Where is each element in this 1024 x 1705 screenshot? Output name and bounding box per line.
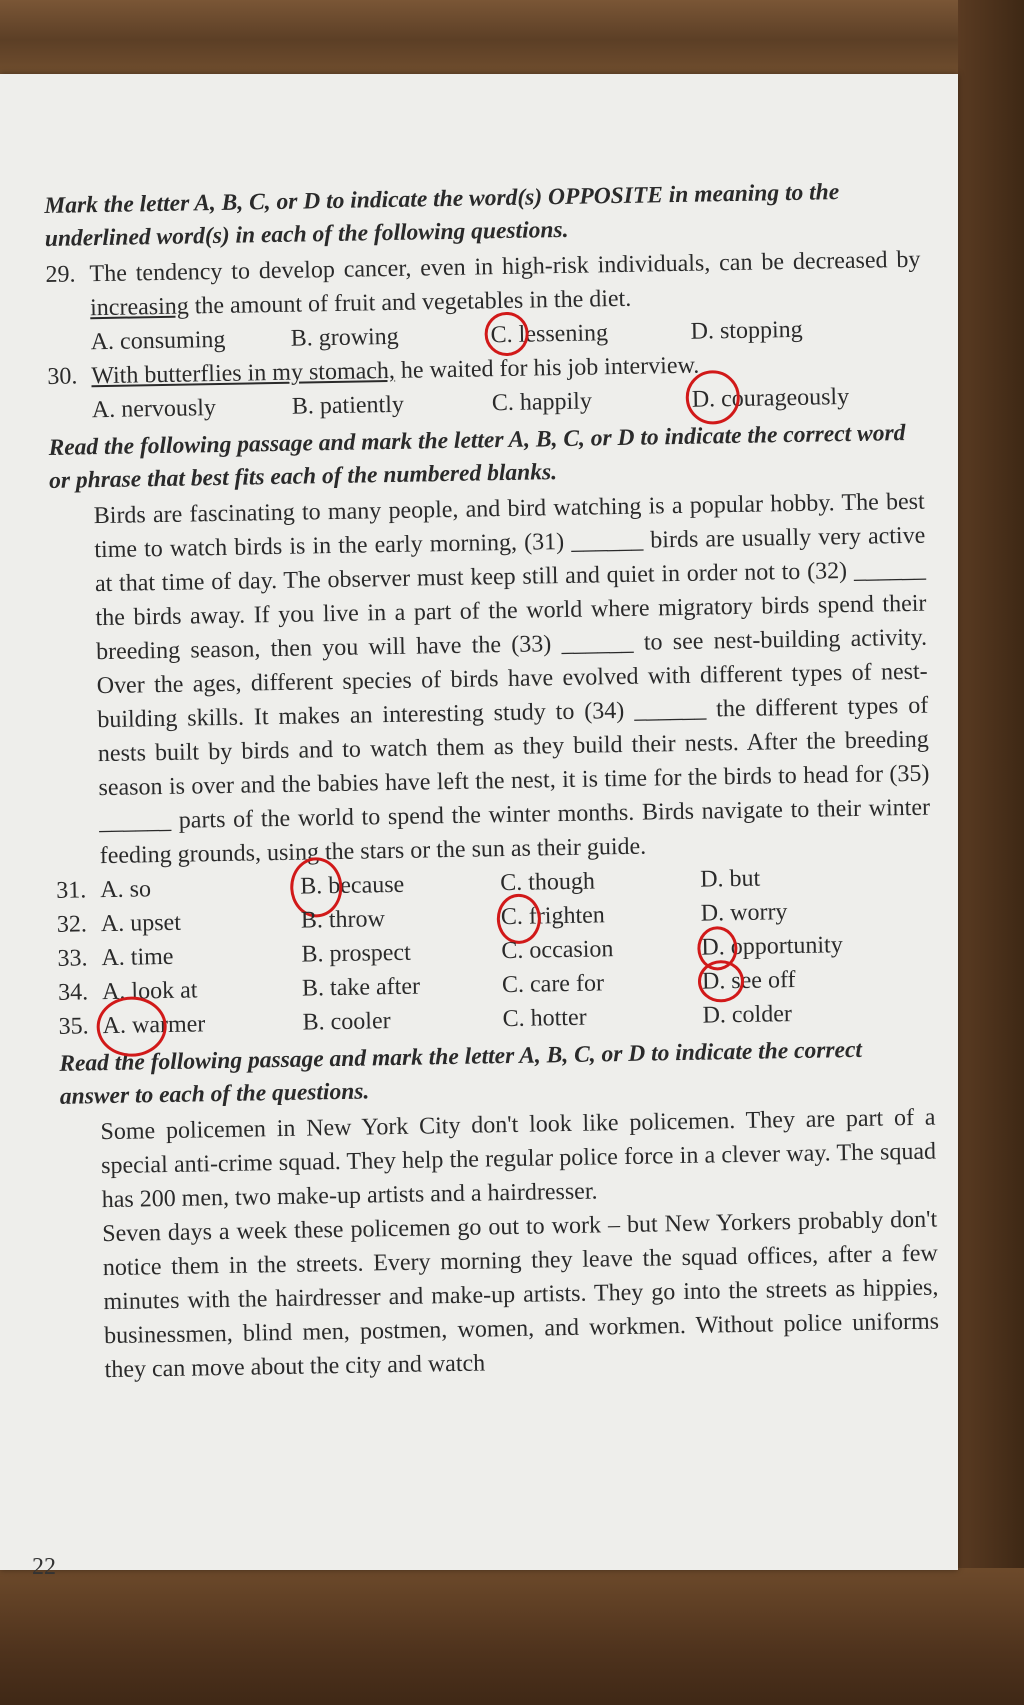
question-number: 32. bbox=[56, 911, 88, 938]
question-number: 35. bbox=[58, 1013, 89, 1040]
option-d[interactable]: D. colder bbox=[702, 1001, 793, 1029]
option-d[interactable]: D. but bbox=[699, 865, 761, 893]
option-c-circled[interactable] bbox=[501, 897, 702, 934]
option-c[interactable]: C. hotter bbox=[502, 1004, 587, 1033]
passage-text: Birds are fascinating to many people, and bird watching is a popular hobby. The best time to watch birds is in the early morning, (31) ______ birds are usually very active at that time of day. The observer must keep still and quiet in order not to (32) ______ the birds away. If you live in a part of the world where migratory birds spend their breeding season, then you will have the (33) ______ to see nest-building activity. Over the ages, different species of birds have evolved with different types of nest-building skills. It makes an interesting study to (34) ______ the different types of nests built by birds and to watch them as they build their nests. After the breeding season is over and the babies have left the nest, it is time for the birds to head for (35) ______ parts of the world to spend the winter months. Birds navigate to their winter feeding grounds, using the stars or the sun as their guide. bbox=[93, 488, 931, 870]
page-number: 22 bbox=[32, 1554, 56, 1580]
option-c[interactable]: C. care for bbox=[501, 970, 605, 999]
option-c-circled[interactable] bbox=[490, 315, 691, 352]
option-label: D. courageously bbox=[691, 383, 850, 413]
option-d[interactable]: D. stopping bbox=[690, 316, 803, 345]
option-b[interactable]: B. patiently bbox=[291, 391, 405, 420]
option-label: D. opportunity bbox=[701, 932, 843, 961]
book-page bbox=[0, 74, 958, 1580]
question-text-part: he waited for his job interview. bbox=[394, 352, 700, 384]
section3-instruction: Read the following passage and mark the letter A, B, C, or D to indicate the correct answer to each of the questions. bbox=[59, 1036, 863, 1110]
option-label: B. because bbox=[300, 871, 405, 900]
question-number: 30. bbox=[47, 363, 78, 390]
underlined-phrase: With butterflies in my stomach, bbox=[91, 357, 396, 390]
option-a[interactable]: A. nervously bbox=[91, 395, 217, 424]
passage-paragraph-2: Seven days a week these policemen go out to work – but New Yorkers probably don't notice them in the streets. Every morning they leave the squad offices, after a few minutes with the hairdresser and make-up artists. They go into the streets as hippies, businessmen, blind men, postmen, women, and workmen. Without police uniforms they can move about the city and watch bbox=[102, 1206, 940, 1384]
question-number: 33. bbox=[57, 945, 88, 972]
option-c[interactable]: C. happily bbox=[491, 388, 593, 417]
option-a[interactable]: A. upset bbox=[100, 909, 182, 938]
option-label: C. lessening bbox=[490, 320, 609, 349]
option-a-circled[interactable] bbox=[102, 1006, 303, 1043]
wood-background-bottom bbox=[0, 1568, 1024, 1705]
question-number: 34. bbox=[57, 979, 89, 1006]
option-a[interactable]: A. consuming bbox=[90, 326, 226, 356]
option-c[interactable]: C. occasion bbox=[501, 936, 614, 965]
question-number: 29. bbox=[45, 261, 76, 288]
cloze-passage bbox=[49, 485, 930, 874]
underlined-word: increasing bbox=[89, 293, 189, 322]
option-d-circled[interactable] bbox=[692, 379, 893, 416]
option-b[interactable]: B. throw bbox=[300, 906, 386, 934]
option-d[interactable]: D. worry bbox=[700, 899, 788, 927]
option-a[interactable]: A. so bbox=[100, 876, 152, 904]
option-label: C. frighten bbox=[500, 902, 606, 931]
option-b[interactable]: B. prospect bbox=[301, 939, 411, 968]
option-b[interactable]: B. cooler bbox=[302, 1008, 391, 1036]
wood-background-top bbox=[0, 0, 1024, 80]
section2-instruction: Read the following passage and mark the letter A, B, C, or D to indicate the correct word or phrase that best fits each of the numbered blanks. bbox=[48, 420, 906, 494]
question-text-part: the amount of fruit and vegetables in the diet. bbox=[188, 285, 632, 320]
question-text-part: The tendency to develop cancer, even in high-risk individuals, can be decreased by bbox=[89, 246, 921, 288]
option-c[interactable]: C. though bbox=[500, 868, 596, 897]
option-d-circled[interactable] bbox=[702, 961, 903, 998]
option-label: D. see off bbox=[701, 967, 796, 995]
option-b[interactable]: B. growing bbox=[290, 323, 399, 352]
reading-passage bbox=[60, 1101, 940, 1388]
option-a[interactable]: A. look at bbox=[101, 977, 198, 1006]
wood-background-right bbox=[958, 0, 1024, 1705]
option-d-circled[interactable] bbox=[701, 927, 902, 964]
passage-paragraph-1: Some policemen in New York City don't look like policemen. They are part of a special anti-crime squad. They help the regular police force in a clever way. The squad has 200 men, two make-up artists and a hairdresser. bbox=[100, 1104, 937, 1214]
option-b[interactable]: B. take after bbox=[301, 973, 421, 1002]
option-label: A. warmer bbox=[102, 1011, 206, 1040]
option-a[interactable]: A. time bbox=[101, 943, 174, 972]
question-number: 31. bbox=[56, 877, 87, 904]
page-content bbox=[44, 171, 940, 1388]
option-b-circled[interactable] bbox=[300, 866, 501, 903]
section1-instruction: Mark the letter A, B, C, or D to indicate the word(s) OPPOSITE in meaning to the underlined word(s) in each of the following questions. bbox=[44, 179, 840, 252]
